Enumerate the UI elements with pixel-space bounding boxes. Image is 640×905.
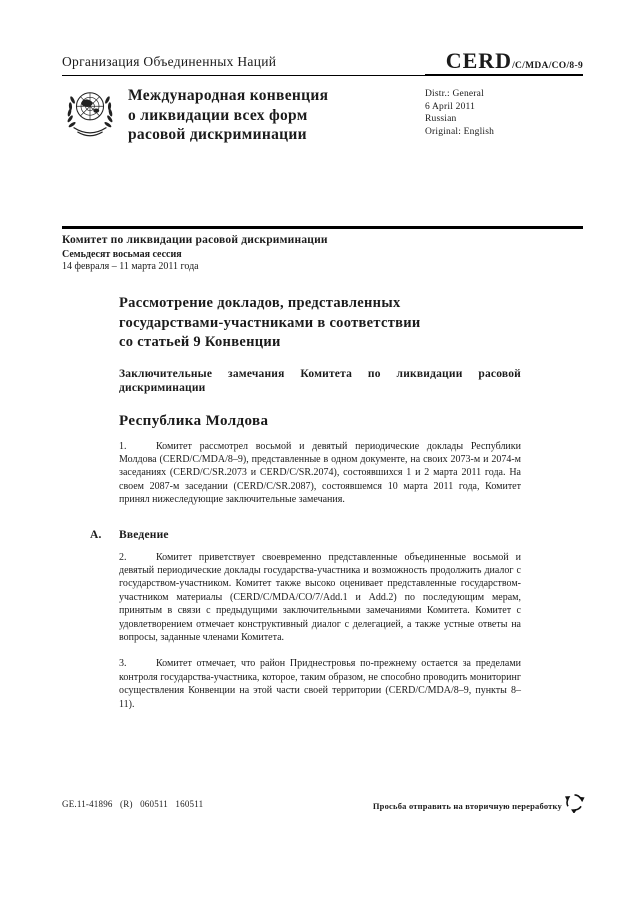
session-dates: 14 февраля – 11 марта 2011 года <box>62 261 199 272</box>
language-line: Russian <box>425 114 457 124</box>
document-body <box>90 294 521 711</box>
document-symbol <box>446 48 583 74</box>
recycle-icon <box>564 792 585 813</box>
paragraph-text: Комитет приветствует своевременно представленные объединенные восьмой и девятый периодические доклады государства-участника и возможность продолжить диалог с государством-участником. Комитет также высоко оценивает представленные государством-участником материалы (CERD/C/MDA/CO/7/Add.1 и Add.2) по последующим мерам, принятым в связи с предыдущими заключительными замечаниями Комитета. Комитет с удовлетворением отмечает конструктивный диалог с делегацией, а также устные ответы на вопросы, заданные членами Комитета. <box>119 551 521 643</box>
paragraph-2 <box>119 551 521 645</box>
section-a-letter: A. <box>90 528 102 541</box>
report-title-line: государствами-участниками в соответствии <box>119 314 421 331</box>
paragraph-number: 1. <box>119 440 127 452</box>
report-title <box>119 294 521 353</box>
distribution-block <box>425 88 494 138</box>
un-emblem-icon <box>61 83 119 145</box>
country-heading: Республика Молдова <box>119 412 269 429</box>
original-language-line: Original: English <box>425 126 495 137</box>
report-title-line: со статьей 9 Конвенции <box>119 334 281 350</box>
session-number: Семьдесят восьмая сессия <box>62 249 182 260</box>
convention-title-line: Международная конвенция <box>128 87 329 104</box>
paragraph-1 <box>119 440 521 507</box>
recycle-note-text: Просьба отправить на вторичную переработку <box>372 800 562 811</box>
report-title-line: Рассмотрение докладов, представленных <box>119 295 401 311</box>
convention-title-line: о ликвидации всех форм <box>128 106 308 124</box>
date-line: 6 April 2011 <box>425 101 476 112</box>
paragraph-3 <box>119 657 521 711</box>
convention-title <box>128 86 328 145</box>
distr-line: Distr.: General <box>425 89 484 99</box>
paragraph-text: Комитет отмечает, что район Приднестровья по-прежнему остается за пределами контроля государства-участника, которое, таким образом, не способно проводить мониторинг осуществления Конвенции на этой части своей территории (CERD/C/MDA/8–9, пункты 8–11). <box>119 658 521 710</box>
document-symbol-suffix: /C/MDA/CO/8-9 <box>512 61 583 71</box>
committee-name: Комитет по ликвидации расовой дискриминации <box>62 234 328 246</box>
paragraph-number: 3. <box>119 658 127 670</box>
org-title: Организация Объединенных Наций <box>62 54 277 69</box>
convention-title-line: расовой дискриминации <box>128 126 307 143</box>
recycle-note <box>373 792 585 813</box>
paragraph-text: Комитет рассмотрел восьмой и девятый периодические доклады Республики Молдова (CERD/C/MDA/8–9), представленные в одном документе, на своих 2073-м и 2074-м заседаниях (CERD/C/SR.2073 и CERD/C/SR.2074), состоявшихся 1 и 2 марта 2011 года. На своем 2087-м заседании (CERD/C/SR.2087), состоявшемся 10 марта 2011 года, Комитет принял нижеследующие заключительные замечания. <box>119 440 521 506</box>
section-a-title: Введение <box>119 528 169 541</box>
header-rule-right-segment <box>425 74 583 76</box>
section-a-heading <box>90 528 521 541</box>
ge-number: GE.11-41896 (R) 060511 160511 <box>62 799 204 809</box>
concluding-observations-subtitle: Заключительные замечания Комитета по ликвидации расовой дискриминации <box>119 367 521 394</box>
document-symbol-main: CERD <box>445 48 513 73</box>
masthead-rule <box>62 226 583 229</box>
paragraph-number: 2. <box>119 551 127 563</box>
